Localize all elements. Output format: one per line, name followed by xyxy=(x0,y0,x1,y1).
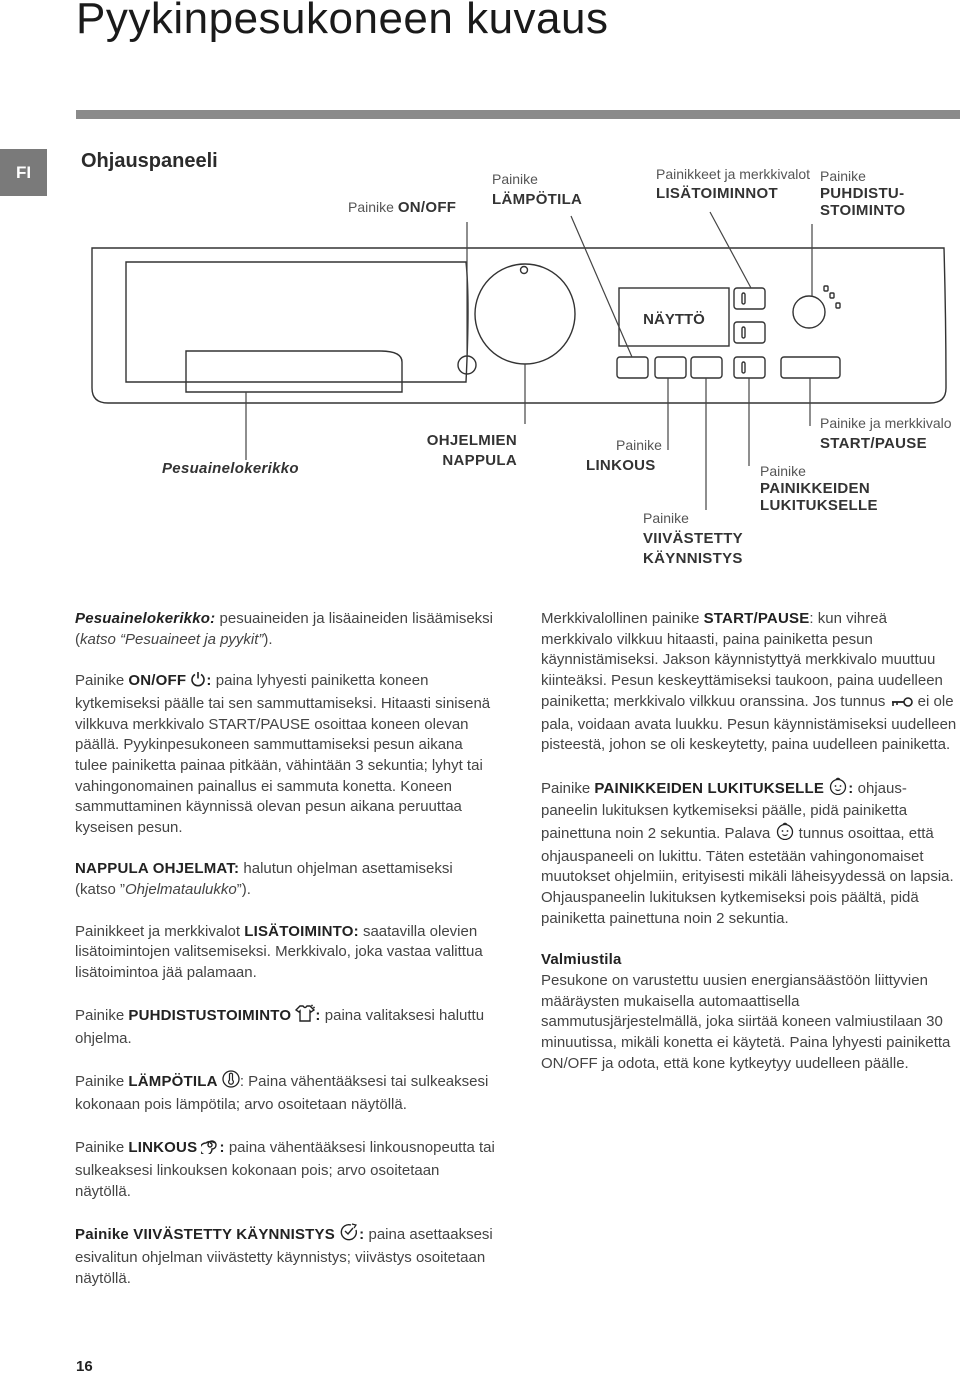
clean-pre: Painike xyxy=(75,1007,129,1025)
lock-pre: Painike xyxy=(541,779,595,797)
onoff-text: paina lyhyesti painiketta koneen kytkemiseksi päälle tai sen sammuttamiseksi. Hitaasti sinisenä vilkkuva merkkivalo START/PAUSE osoittaa koneen olevan päällä. Pyykinpesukoneen sammuttamiseksi pesun aikana tulee painiketta painaa pitkään, vähintään 3 sekuntia; lyhyt tai vahingonomainen painallus ei sammuta konetta. Koneen sammuttaminen käynnissä olevan pesun aikana peruuttaa kyseisen pesun. xyxy=(75,672,491,837)
clean-term: PUHDISTUSTOIMINTO xyxy=(128,1007,292,1025)
start-pause-button-shape xyxy=(781,357,840,378)
display-label: NÄYTTÖ xyxy=(643,311,705,328)
knob-text: halutun ohjelman asettamiseksi (katso ” xyxy=(75,860,453,899)
drawer-term: Pesuainelokerikko: xyxy=(75,610,216,627)
onoff-pre: Painike xyxy=(75,672,129,690)
label-options-name: LISÄTOIMINNOT xyxy=(656,185,778,202)
clean-button-shape xyxy=(793,296,825,328)
lock-text-end: tunnus osoittaa, että ohjauspaneeli on lukittu. Täten estetään vahingonomaiset muutokset ohjelmiin, erityisesti mikäli läheisyydessä on lapsia. Ohjauspaneelin lukituksen kytkemiseksi pois päältä, pidä painiketta painettuna noin 2 sekuntia. xyxy=(541,825,954,927)
onoff-colon: : xyxy=(206,672,212,690)
label-lock xyxy=(760,463,878,514)
delay-paragraph xyxy=(75,1223,495,1289)
knob-marker xyxy=(521,267,528,274)
tshirt-clean-icon xyxy=(295,1004,315,1029)
clean-paragraph xyxy=(75,1004,495,1049)
label-delay xyxy=(643,510,743,567)
spin-text: paina vähentääksesi linkousnopeutta tai sulkeaksesi linkouksen kokonaan pois; arvo osoitetaan näytöllä. xyxy=(75,1139,495,1200)
delay-button-shape xyxy=(691,357,722,378)
label-clean-line2: STOIMINTO xyxy=(820,202,906,219)
child-face-icon xyxy=(775,822,795,847)
standby-text: Pesukone on varustettu uusien energiansäästöön liittyvien määräysten mukaisella automaattisella sammutusjärjestelmällä, joka siirtää koneen valmiustilaan 30 minuutissa, mikäli konetta ei käytetä. Paina lyhyesti painiketta ON/OFF ja odota, että kone kytkeytyy uudelleen päälle. xyxy=(541,971,951,1072)
options-text: saatavilla olevien lisätoimintojen valitsemiseksi. Merkkivalo, joka vastaa valittua lisätoimintoa jää palamaan. xyxy=(75,922,483,981)
clock-delay-icon xyxy=(339,1223,359,1248)
page-title: Pyykinpesukoneen kuvaus xyxy=(76,0,609,43)
lock-paragraph xyxy=(541,777,960,930)
knob-ref: Ohjelmataulukko xyxy=(125,881,237,899)
option-button-2-shape xyxy=(734,322,765,343)
options-term: LISÄTOIMINTO: xyxy=(244,922,359,940)
start-pre: Merkkivalollinen painike xyxy=(541,610,704,627)
start-paragraph xyxy=(541,609,960,756)
temp-button-shape xyxy=(617,357,648,378)
label-lock-prefix: Painike xyxy=(760,463,806,479)
label-spin xyxy=(586,437,662,474)
label-knob xyxy=(417,432,517,469)
label-start-name: START/PAUSE xyxy=(820,435,927,452)
lock-text: ohjaus-paneelin lukituksen kytkemiseksi päälle, pidä painiketta painettuna noin 2 sekuntia. Palava xyxy=(541,779,908,843)
clean-text: paina valitaksesi haluttu ohjelma. xyxy=(75,1007,485,1047)
label-options xyxy=(656,166,810,202)
delay-term: Painike VIIVÄSTETTY KÄYNNISTYS xyxy=(75,1226,335,1244)
drawer-end: ). xyxy=(263,630,273,648)
label-delay-prefix: Painike xyxy=(643,510,689,526)
drawer-text: pesuaineiden ja lisäaineiden lisäämiseksi ( xyxy=(75,610,494,648)
options-pre: Painikkeet ja merkkivalot xyxy=(75,922,245,940)
label-onoff xyxy=(348,199,456,216)
child-face-icon xyxy=(828,777,848,802)
spin-pre: Painike xyxy=(75,1139,129,1157)
thermometer-icon xyxy=(222,1070,240,1095)
label-onoff-name: ON/OFF xyxy=(397,199,457,216)
temperature-paragraph xyxy=(75,1070,495,1115)
label-knob-line1: OHJELMIEN xyxy=(426,432,517,449)
knob-end: ”). xyxy=(236,881,251,899)
start-text: : kun vihreä merkkivalo vilkkuu hitaasti, paina painiketta pesun käynnistämiseksi. Jakson käynnistyttyä merkkivalo muuttuu kiinteäksi. Pesun keskeyttämiseksi taukoon, paina uudelleen painiketta; merkkivalo vilkkuu oranssina. Jos tunnus xyxy=(541,610,943,710)
delay-colon: : xyxy=(359,1226,365,1244)
lock-colon: : xyxy=(848,779,854,797)
power-icon xyxy=(190,671,206,694)
drawer-paragraph xyxy=(75,609,495,650)
knob-term: NAPPULA OHJELMAT: xyxy=(75,860,240,878)
label-delay-line1: VIIVÄSTETTY xyxy=(643,530,743,547)
spin-colon: : xyxy=(219,1139,225,1157)
label-spin-name: LINKOUS xyxy=(586,457,656,474)
label-drawer-name: Pesuainelokerikko xyxy=(162,460,299,477)
clean-colon: : xyxy=(315,1007,321,1025)
label-lock-line1: PAINIKKEIDEN xyxy=(760,480,870,497)
right-column xyxy=(541,609,960,1074)
options-paragraph xyxy=(75,922,495,984)
drawer-outline xyxy=(126,262,468,382)
start-text-end: ei ole pala, voidaan avata luukku. Pesun käynnistämiseksi uudelleen pisteestä, johon se oli keskeytetty, paina uudelleen painiketta. xyxy=(541,692,957,754)
drawer-ref: katso “Pesuaineet ja pyykit” xyxy=(80,630,264,648)
lock-button-shape xyxy=(734,357,765,378)
label-temp-prefix: Painike xyxy=(492,171,538,187)
language-tab: FI xyxy=(0,149,47,196)
spin-paragraph xyxy=(75,1136,495,1202)
spin-icon xyxy=(201,1136,219,1161)
left-column xyxy=(75,609,495,1310)
label-start xyxy=(820,415,952,452)
label-clean-prefix: Painike xyxy=(820,168,866,184)
standby-heading: Valmiustila xyxy=(541,951,622,969)
label-drawer xyxy=(162,460,299,477)
label-start-prefix: Painike ja merkkivalo xyxy=(820,415,952,431)
key-icon xyxy=(890,694,914,715)
spin-button-shape xyxy=(655,357,686,378)
delay-text: paina asettaaksesi esivalitun ohjelman viivästetty käynnistys; viivästys osoitetaan näytöllä. xyxy=(75,1226,493,1287)
standby-section xyxy=(541,950,960,1074)
program-knob xyxy=(475,264,575,364)
drawer-handle xyxy=(186,351,402,392)
label-temperature xyxy=(492,171,582,208)
label-delay-line2: KÄYNNISTYS xyxy=(643,550,743,567)
label-knob-line2: NAPPULA xyxy=(442,452,517,469)
label-onoff-prefix: Painike xyxy=(348,199,398,215)
page-number: 16 xyxy=(76,1358,93,1375)
label-temp-name: LÄMPÖTILA xyxy=(492,191,583,208)
temp-term: LÄMPÖTILA xyxy=(128,1073,218,1091)
label-clean xyxy=(820,168,906,219)
label-spin-prefix: Painike xyxy=(616,437,662,453)
label-lock-line2: LUKITUKSELLE xyxy=(760,497,878,514)
onoff-paragraph xyxy=(75,671,495,839)
knob-paragraph xyxy=(75,859,495,900)
label-options-prefix: Painikkeet ja merkkivalot xyxy=(656,166,811,182)
section-title: Ohjauspaneeli xyxy=(81,150,218,172)
temp-text: : Paina vähentääksesi tai sulkeaksesi kokonaan pois lämpötila; arvo osoitetaan näytöllä. xyxy=(75,1073,489,1114)
spin-term: LINKOUS xyxy=(128,1139,198,1157)
start-term: START/PAUSE xyxy=(703,610,810,627)
onoff-term: ON/OFF xyxy=(128,672,187,690)
label-clean-line1: PUHDISTU- xyxy=(820,185,905,202)
temp-pre: Painike xyxy=(75,1073,129,1091)
lock-term: PAINIKKEIDEN LUKITUKSELLE xyxy=(594,779,825,797)
option-button-1-shape xyxy=(734,288,765,309)
